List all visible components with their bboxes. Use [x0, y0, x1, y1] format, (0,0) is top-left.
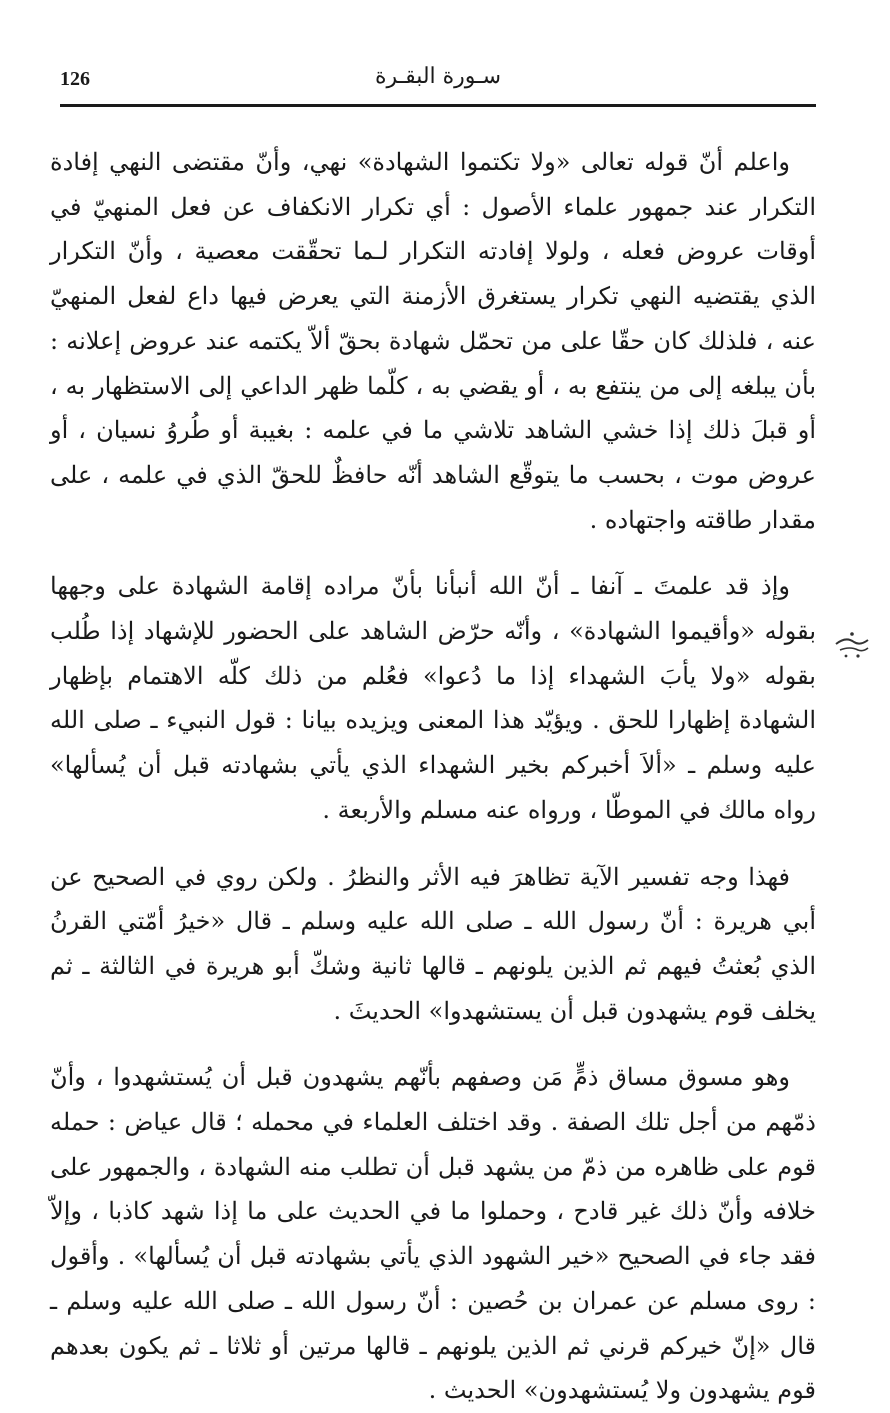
header-rule [60, 104, 816, 107]
running-title: سـورة البقـرة [374, 64, 502, 89]
paragraph-1: واعلم أنّ قوله تعالى «ولا تكتموا الشهادة» نهي، وأنّ مقتضى النهي إفادة التكرار عند جمهور علماء الأصول : أي تكرار الانكفاف عن فعل المنهيّ في أوقات عروض فعله ، ولولا إفادته التكرار لـما تحقّقت معصية ، وأنّ التكرار الذي يقتضيه النهي تكرار يستغرق الأزمنة التي يعرض فيها داع لفعل المنهيّ عنه ، فلذلك كان حقّا على من تحمّل شهادة بحقّ ألاّ يكتمه عند عروض إعلانه : بأن يبلغه إلى من ينتفع به ، أو يقضي به ، كلّما ظهر الداعي إلى الاستظهار به ، أو قبلَ ذلك إذا خشي الشاهد تلاشي ما في علمه : بغيبة أو طُروُ نسيان ، أو عروض موت ، بحسب ما يتوقّع الشاهد أنّه حافظٌ للحقّ الذي في علمه ، على مقدار طاقته واجتهاده . [50, 148, 816, 534]
page-header [60, 62, 816, 102]
page-number: 126 [60, 68, 90, 90]
paragraph-3: فهذا وجه تفسير الآية تظاهرَ فيه الأثر والنظرُ . ولكن روي في الصحيح عن أبي هريرة : أنّ رسول الله ـ صلى الله عليه وسلم ـ قال «خيرُ أمّتي القرنُ الذي بُعثتُ فيهم ثم الذين يلونهم ـ قالها ثانية وشكّ أبو هريرة في الثالثة ـ ثم يخلف قوم يشهدون قبل أن يستشهدوا» الحديثَ . [50, 862, 816, 1025]
margin-ornament-icon [832, 624, 872, 664]
paragraph-2: وإذ قد علمتَ ـ آنفا ـ أنّ الله أنبأنا بأنّ مراده إقامة الشهادة على وجهها بقوله «وأقيموا الشهادة» ، وأنّه حرّض الشاهد على الحضور للإشهاد إذا طُلب بقوله «ولا يأبَ الشهداء إذا ما دُعوا» فعُلم من ذلك كلّه الاهتمام بإظهار الشهادة إظهارا للحق . ويؤيّد هذا المعنى ويزيده بيانا : قول النبيء ـ صلى الله عليه وسلم ـ «ألاَ أخبركم بخير الشهداء الذي يأتي بشهادته قبل أن يُسألها» رواه مالك في الموطّا ، ورواه عنه مسلم والأربعة . [50, 572, 816, 824]
paragraph-4: وهو مسوق مساق ذمٍّ مَن وصفهم بأنّهم يشهدون قبل أن يُستشهدوا ، وأنّ ذمّهم من أجل تلك الصفة . وقد اختلف العلماء في محمله ؛ قال عياض : حمله قوم على ظاهره من ذمّ من يشهد قبل أن تطلب منه الشهادة ، والجمهور على خلافه وأنّ ذلك غير قادح ، وحملوا ما في الحديث على ما إذا شهد كاذبا ، وإلاّ فقد جاء في الصحيح «خير الشهود الذي يأتي بشهادته قبل أن يُسألها» . وأقول : روى مسلم عن عمران بن حُصين : أنّ رسول الله ـ صلى الله عليه وسلم ـ قال «إنّ خيركم قرني ثم الذين يلونهم ـ قالها مرتين أو ثلاثا ـ ثم يكون بعدهم قوم يشهدون ولا يُستشهدون» الحديث . [50, 1063, 817, 1405]
body-text [50, 140, 816, 1413]
